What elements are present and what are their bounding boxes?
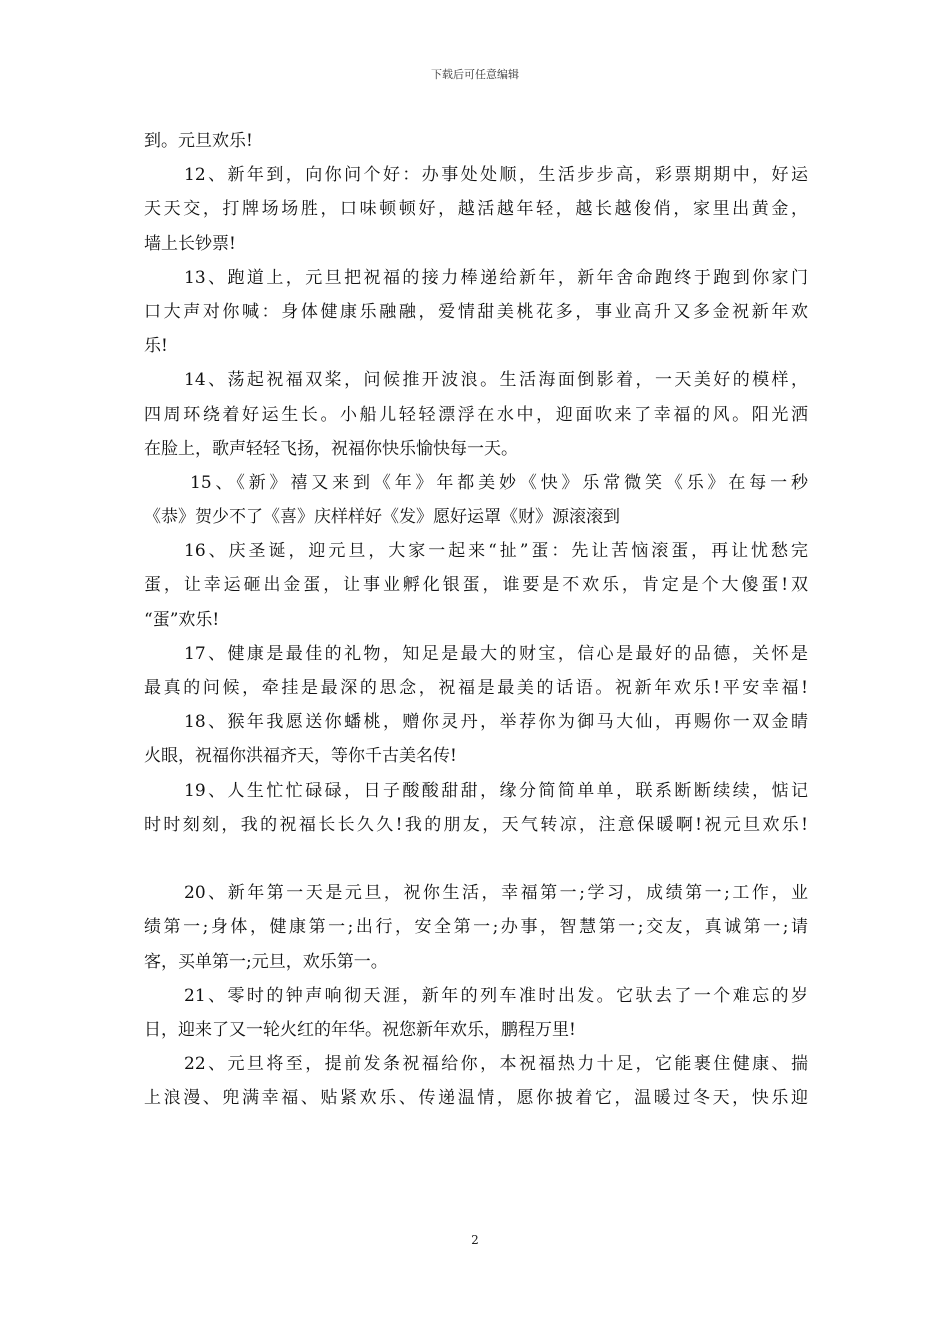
text-line: 上浪漫、兜满幸福、贴紧欢乐、传递温情，愿你披着它，温暖过冬天，快乐迎 (144, 1088, 808, 1109)
text-line: 蛋，让幸运砸出金蛋，让事业孵化银蛋，谁要是不欢乐，肯定是个大傻蛋!双 (144, 575, 808, 596)
text-line: 在脸上，歌声轻轻飞扬，祝福你快乐愉快每一天。 (144, 438, 518, 459)
text-line: 乐! (144, 336, 168, 357)
text-line: 四周环绕着好运生长。小船儿轻轻漂浮在水中，迎面吹来了幸福的风。阳光洒 (144, 404, 808, 425)
text-line: 12、新年到，向你问个好：办事处处顺，生活步步高，彩票期期中，好运 (184, 165, 808, 186)
text-line: 14、荡起祝福双桨，问候推开波浪。生活海面倒影着，一天美好的模样， (184, 370, 808, 391)
page-number: 2 (471, 1233, 479, 1247)
text-line: 16、庆圣诞，迎元旦，大家一起来“扯”蛋：先让苦恼滚蛋，再让忧愁完 (184, 541, 808, 562)
text-line: “蛋”欢乐! (144, 609, 220, 630)
text-line: 21、零时的钟声响彻天涯，新年的列车准时出发。它驮去了一个难忘的岁 (184, 985, 808, 1006)
text-line: 19、人生忙忙碌碌，日子酸酸甜甜，缘分简简单单，联系断断续续，惦记 (184, 780, 808, 801)
text-line: 火眼，祝福你洪福齐天，等你千古美名传! (144, 746, 457, 767)
page-header: 下载后可任意编辑 (431, 68, 519, 81)
text-line: 到。元旦欢乐! (144, 131, 253, 151)
text-line: 13、跑道上，元旦把祝福的接力棒递给新年，新年舍命跑终于跑到你家门 (184, 267, 808, 288)
text-line: 15、《新》禧又来到《年》年都美妙《快》乐常微笑《乐》在每一秒 (190, 472, 808, 493)
document-body (144, 124, 808, 1115)
text-line: 《恭》贺少不了《喜》庆样样好《发》愿好运罩《财》源滚滚到 (144, 507, 620, 528)
text-line: 绩第一;身体，健康第一;出行，安全第一;办事，智慧第一;交友，真诚第一;请 (144, 917, 808, 938)
text-line: 客，买单第一;元旦，欢乐第一。 (144, 951, 388, 972)
text-line: 日，迎来了又一轮火红的年华。祝您新年欢乐，鹏程万里! (144, 1019, 576, 1040)
text-line: 天天交，打牌场场胜，口味顿顿好，越活越年轻，越长越俊俏，家里出黄金， (144, 199, 808, 220)
text-line: 最真的问候，牵挂是最深的思念，祝福是最美的话语。祝新年欢乐!平安幸福! (144, 678, 808, 698)
blank-line (144, 842, 808, 876)
text-line: 口大声对你喊：身体健康乐融融，爱情甜美桃花多，事业高升又多金祝新年欢 (144, 301, 808, 322)
text-line: 20、新年第一天是元旦，祝你生活，幸福第一;学习，成绩第一;工作，业 (184, 883, 808, 904)
text-line: 18、猴年我愿送你蟠桃，赠你灵丹，举荐你为御马大仙，再赐你一双金睛 (184, 712, 808, 733)
text-line: 22、元旦将至，提前发条祝福给你，本祝福热力十足，它能裹住健康、揣 (184, 1054, 808, 1075)
text-line: 时时刻刻，我的祝福长长久久!我的朋友，天气转凉，注意保暖啊!祝元旦欢乐! (144, 814, 808, 835)
text-line: 墙上长钞票! (144, 233, 236, 254)
text-line: 17、健康是最佳的礼物，知足是最大的财宝，信心是最好的品德，关怀是 (184, 643, 808, 664)
